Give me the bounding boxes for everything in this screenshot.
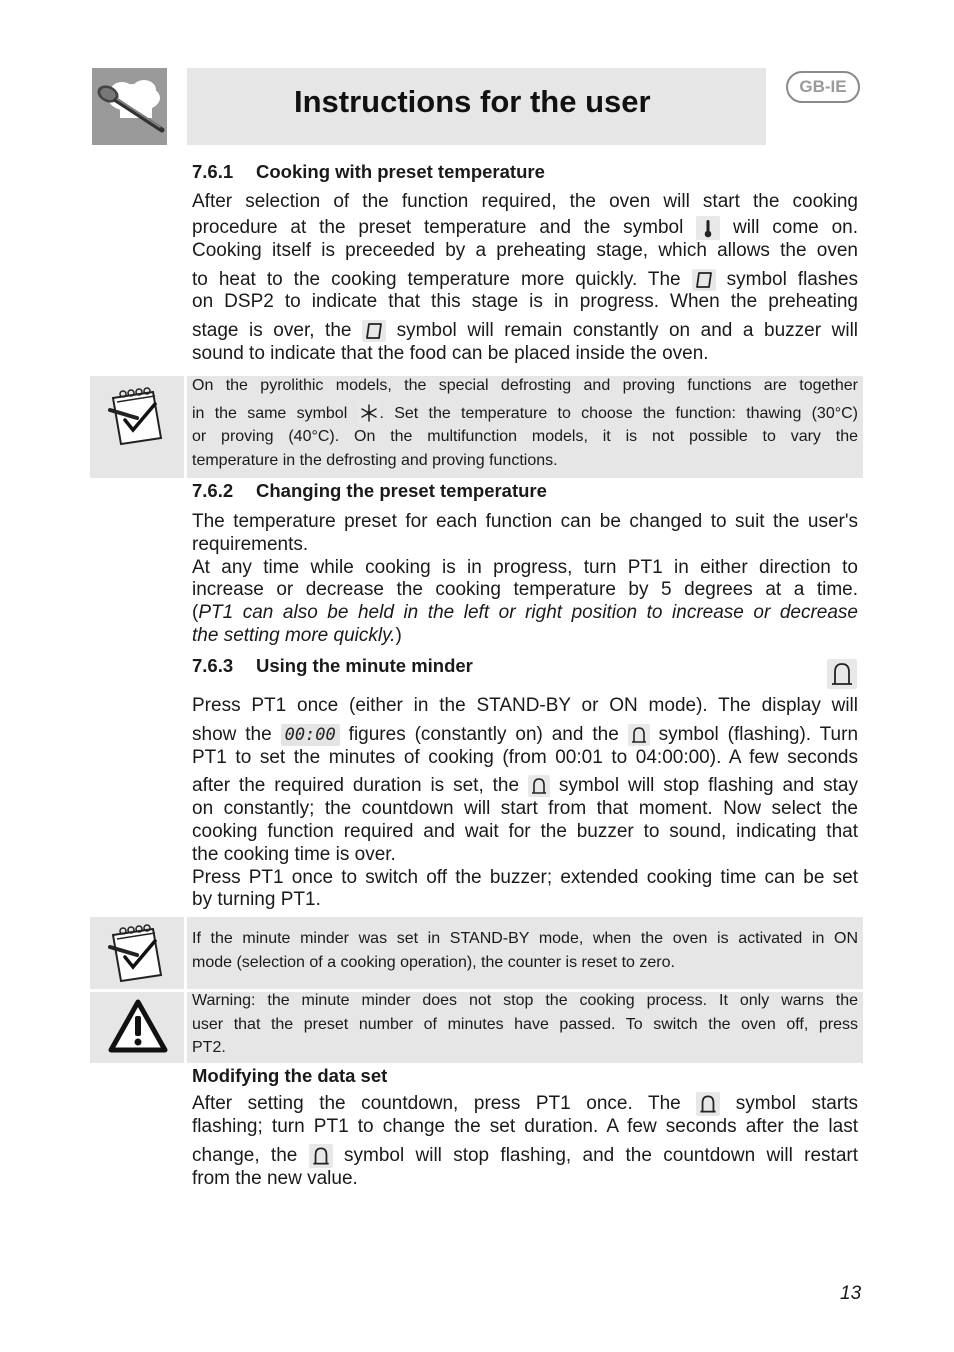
text-line: in the same symbol . Set the temperature to choose the function: thawing (30°C) bbox=[192, 402, 858, 426]
notepad-pencil-icon bbox=[107, 923, 167, 985]
warning-text bbox=[192, 989, 858, 1060]
note-panel-standby bbox=[187, 917, 863, 989]
text-line: by turning PT1. bbox=[192, 889, 321, 911]
note-icon-panel bbox=[90, 917, 184, 989]
note-panel-pyrolithic bbox=[187, 376, 863, 478]
bell-icon bbox=[827, 659, 857, 689]
text-line: Warning: the minute minder does not stop the cooking process. It only warns the bbox=[192, 992, 858, 1009]
text-line: stage is over, the symbol will remain constantly on and a buzzer will bbox=[192, 320, 859, 342]
section-title: Using the minute minder bbox=[256, 655, 473, 676]
section-number: 7.6.2 bbox=[192, 480, 234, 501]
header-bar bbox=[187, 68, 766, 145]
text-line: (PT1 can also be held in the left or right position to increase or decrease bbox=[192, 602, 858, 624]
display-digits-icon: 00:00 bbox=[281, 724, 340, 746]
text-line: the cooking time is over. bbox=[192, 843, 396, 865]
section-heading-763 bbox=[192, 655, 473, 677]
text-line: sound to indicate that the food can be placed inside the oven. bbox=[192, 343, 709, 365]
language-badge: GB-IE bbox=[786, 71, 860, 103]
section-title: Cooking with preset temperature bbox=[256, 161, 545, 182]
text-line: PT1 to set the minutes of cooking (from 00:01 to 04:00:00). A few seconds bbox=[192, 746, 858, 768]
paragraph-763 bbox=[192, 695, 858, 912]
text-line: cooking function required and wait for the buzzer to sound, indicating that bbox=[192, 821, 858, 843]
text-line: requirements. bbox=[192, 533, 309, 555]
bell-icon bbox=[309, 1144, 333, 1168]
text-line: Press PT1 once (either in the STAND-BY or ON mode). The display will bbox=[192, 695, 858, 716]
thermometer-icon bbox=[696, 216, 720, 240]
text-line: If the minute minder was set in STAND-BY mode, when the oven is activated in ON bbox=[192, 930, 858, 947]
logo-spoon-chef-hat-icon bbox=[92, 68, 167, 145]
note-text bbox=[192, 374, 858, 472]
text-line: from the new value. bbox=[192, 1167, 358, 1189]
text-line: user that the preset number of minutes have passed. To switch the oven off, press bbox=[192, 1015, 858, 1033]
preheat-square-icon bbox=[692, 269, 716, 291]
page-title: Instructions for the user bbox=[294, 84, 651, 119]
paragraph-modify bbox=[192, 1092, 858, 1191]
bell-icon bbox=[628, 724, 650, 746]
text-line: flashing; turn PT1 to change the set duration. A few seconds after the last bbox=[192, 1116, 858, 1137]
section-heading-761 bbox=[192, 161, 545, 183]
text-line: or proving (40°C). On the multifunction models, it is not possible to vary the bbox=[192, 428, 858, 445]
section-number: 7.6.1 bbox=[192, 161, 234, 182]
paragraph-761 bbox=[192, 191, 858, 366]
bell-icon bbox=[696, 1092, 720, 1116]
text-line: change, the symbol will stop flashing, and the countdown will restart bbox=[192, 1144, 859, 1166]
note-text bbox=[192, 927, 858, 974]
text-line: on constantly; the countdown will start from that moment. Now select the bbox=[192, 798, 858, 820]
note-icon-panel bbox=[90, 376, 184, 478]
text-line: After setting the countdown, press PT1 once. The symbol starts bbox=[192, 1093, 858, 1115]
text-line: on DSP2 to indicate that this stage is in progress. When the preheating bbox=[192, 291, 858, 313]
text-line: mode (selection of a cooking operation), the counter is reset to zero. bbox=[192, 953, 675, 971]
text-line: At any time while cooking is in progress, turn PT1 in either direction to bbox=[192, 556, 858, 578]
text-line: On the pyrolithic models, the special defrosting and proving functions are together bbox=[192, 377, 858, 394]
text-line: The temperature preset for each function can be changed to suit the user's bbox=[192, 511, 858, 532]
warning-icon-panel bbox=[90, 992, 184, 1063]
text-line: after the required duration is set, the symbol will stop flashing and stay bbox=[192, 775, 859, 797]
warning-panel bbox=[187, 992, 863, 1063]
text-line: show the 00:00 figures (constantly on) and the symbol (flashing). Turn bbox=[192, 723, 859, 745]
text-line: After selection of the function required, the oven will start the cooking bbox=[192, 191, 858, 212]
text-line: the setting more quickly.) bbox=[192, 624, 402, 646]
section-title: Changing the preset temperature bbox=[256, 480, 547, 501]
text-line: PT2. bbox=[192, 1039, 226, 1056]
text-line: increase or decrease the cooking temperature by 5 degrees at a time. bbox=[192, 579, 858, 601]
text-line: procedure at the preset temperature and the symbol will come on. bbox=[192, 216, 859, 238]
bell-icon bbox=[528, 775, 550, 797]
page-number: 13 bbox=[840, 1283, 862, 1304]
section-heading-762 bbox=[192, 480, 547, 502]
text-line: Cooking itself is preceeded by a preheating stage, which allows the oven bbox=[192, 239, 858, 261]
paragraph-762 bbox=[192, 511, 858, 648]
text-line: to heat to the cooking temperature more quickly. The symbol flashes bbox=[192, 268, 859, 290]
text-line: temperature in the defrosting and proving functions. bbox=[192, 451, 558, 469]
section-number: 7.6.3 bbox=[192, 655, 234, 676]
subsection-heading-modify: Modifying the data set bbox=[192, 1065, 388, 1086]
notepad-pencil-icon bbox=[107, 386, 167, 448]
warning-triangle-icon bbox=[107, 998, 169, 1054]
preheat-square-icon bbox=[362, 320, 386, 342]
text-line: Press PT1 once to switch off the buzzer; extended cooking time can be set bbox=[192, 866, 858, 888]
snowflake-icon bbox=[358, 402, 380, 424]
